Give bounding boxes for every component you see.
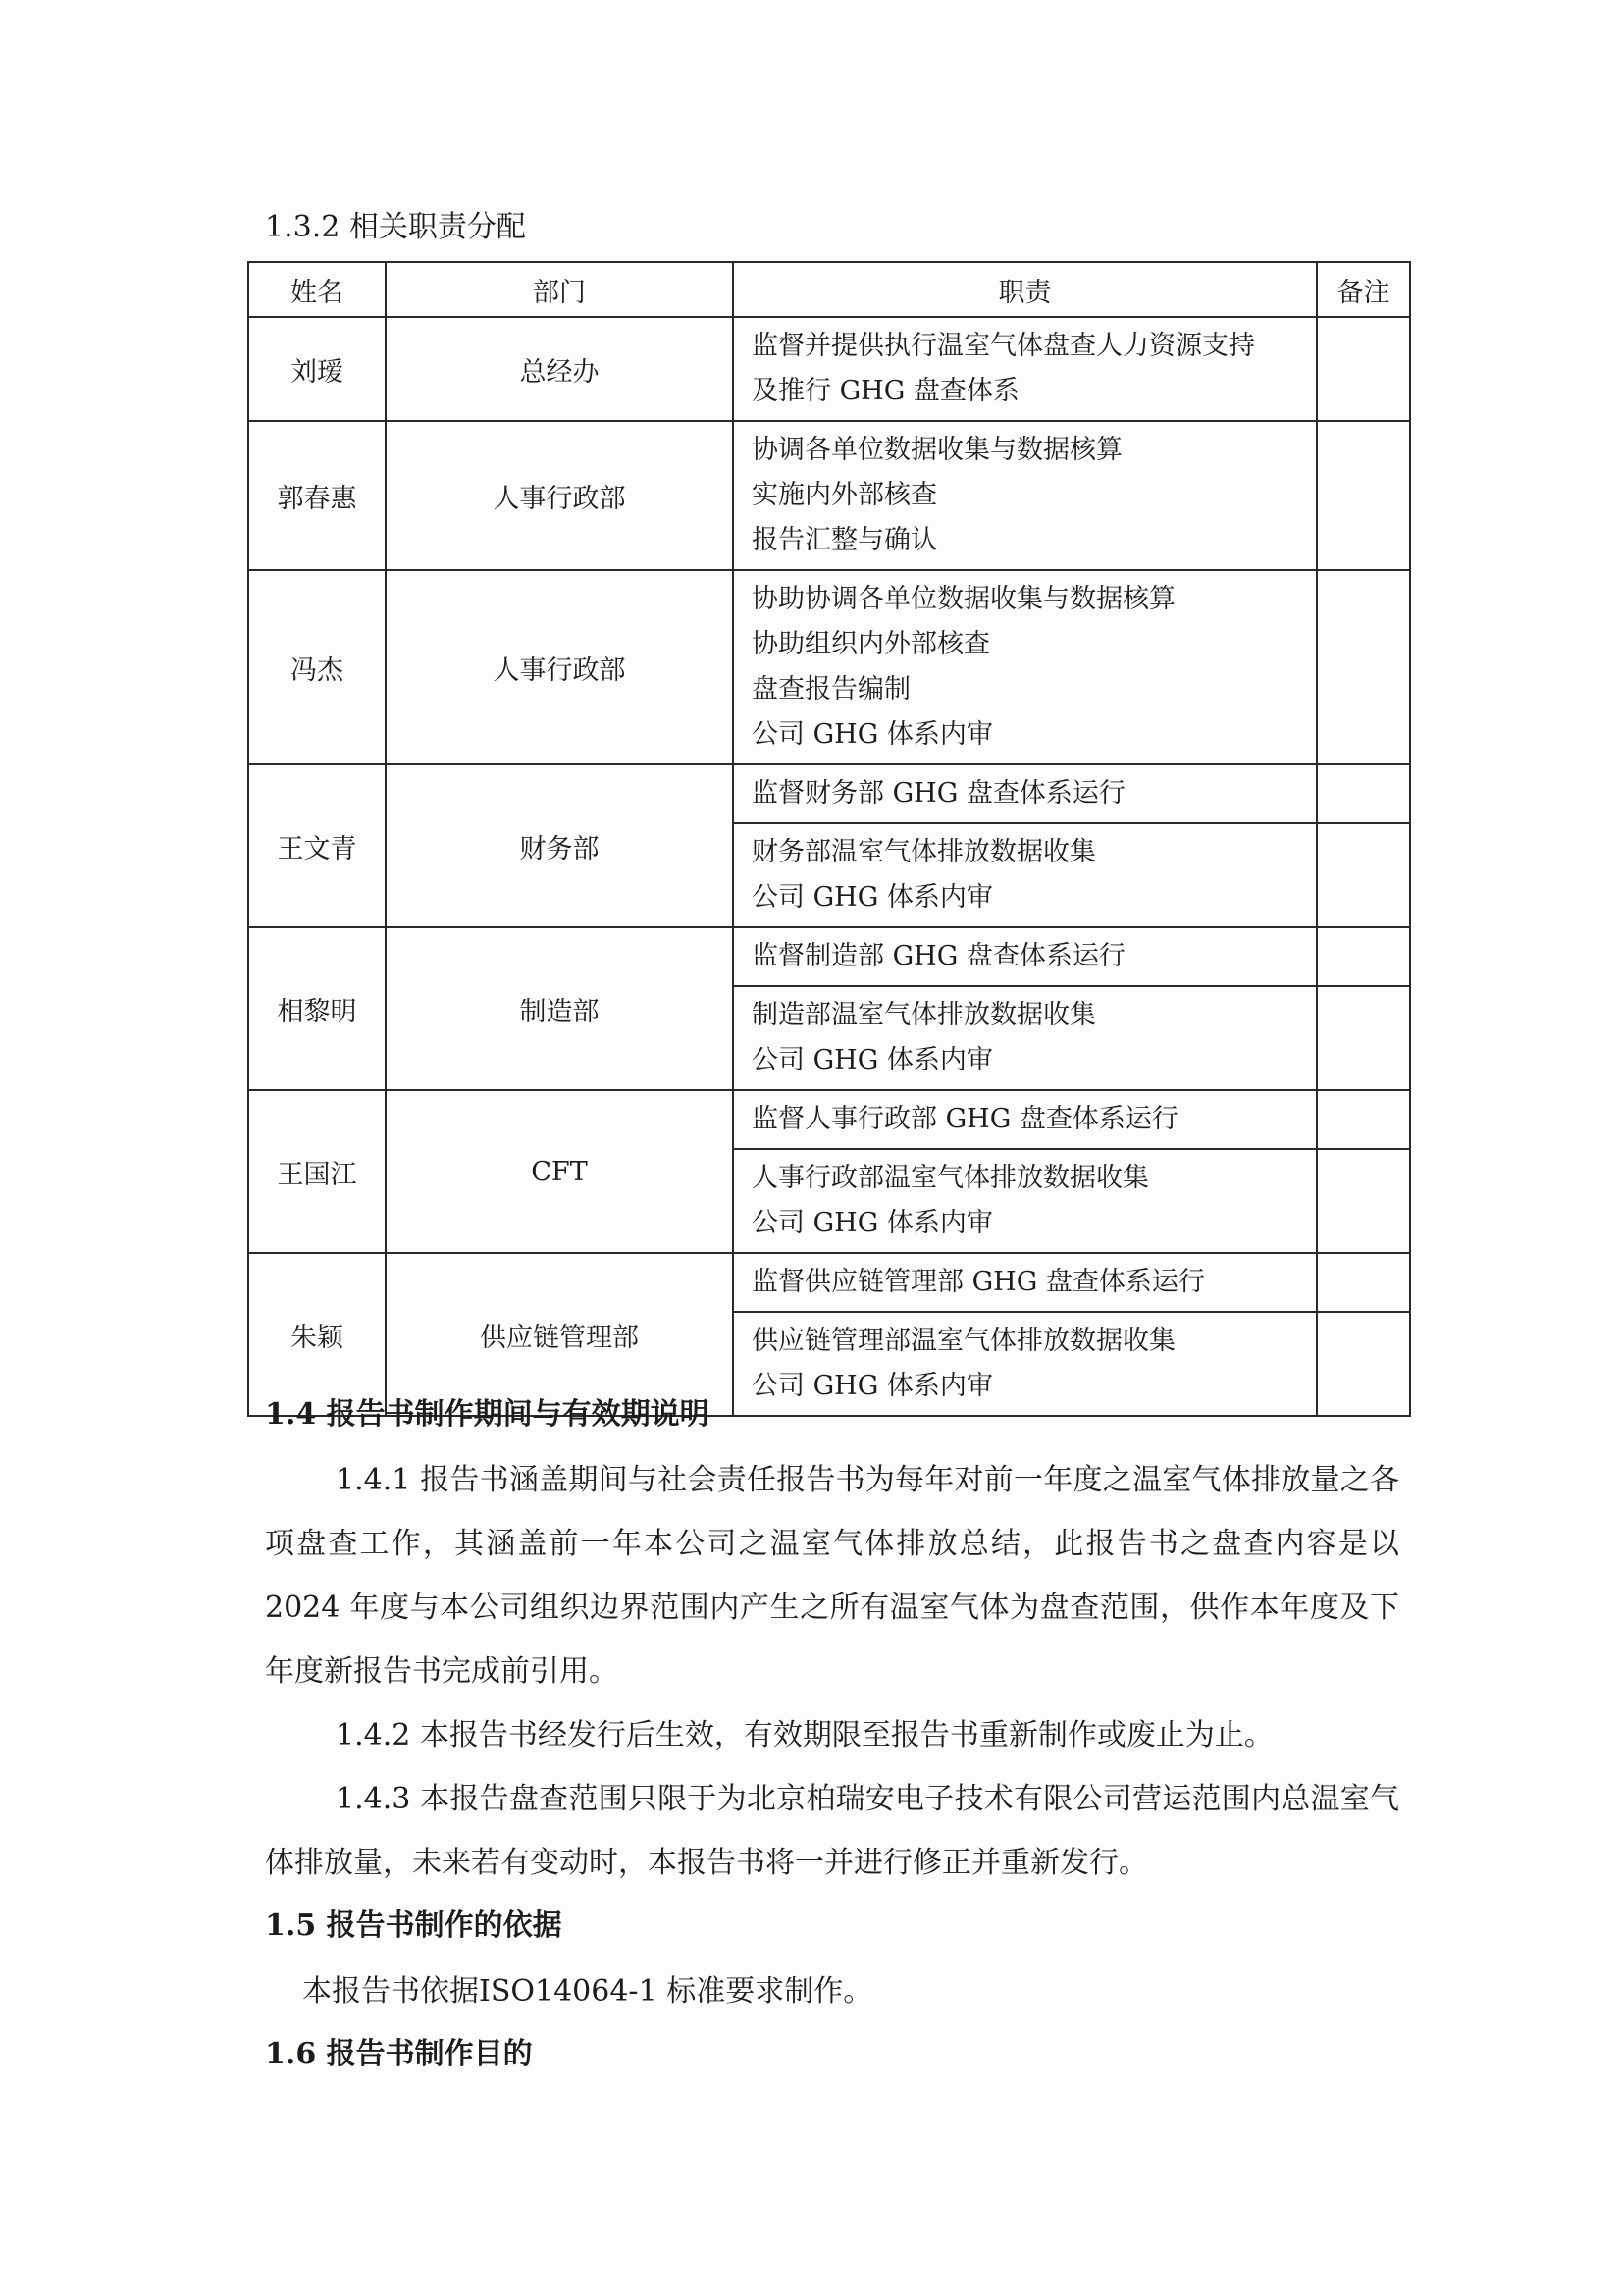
- duty-cell: [733, 986, 1317, 1090]
- header-duty: 职责: [733, 262, 1317, 317]
- dept-cell: 总经办: [386, 317, 733, 421]
- duty-cell: [733, 1253, 1317, 1312]
- duty-line: 公司 GHG 体系内审: [752, 719, 993, 750]
- duty-line: 实施内外部核查: [752, 480, 937, 510]
- duty-line: 供应链管理部温室气体排放数据收集: [752, 1326, 1176, 1356]
- name-cell: 相黎明: [248, 927, 386, 1090]
- paragraph-1-4-1: 1.4.1 报告书涵盖期间与社会责任报告书为每年对前一年度之温室气体排放量之各项盘查工作，其涵盖前一年本公司之温室气体排放总结，此报告书之盘查内容是以 2024 年度与本公司组织边界范围内产生之所有温室气体为盘查范围，供作本年度及下年度新报告书完成前引用。: [265, 1463, 1399, 1689]
- duty-line: 公司 GHG 体系内审: [752, 1371, 993, 1401]
- note-cell: [1317, 1149, 1410, 1253]
- table-row: [248, 570, 1410, 764]
- note-cell: [1317, 764, 1410, 823]
- body-text: [265, 1383, 1399, 2088]
- duty-line: 监督制造部 GHG 盘查体系运行: [752, 941, 1126, 971]
- note-cell: [1317, 1253, 1410, 1312]
- responsibility-table: [247, 261, 1411, 1417]
- note-cell: [1317, 986, 1410, 1090]
- table-header-row: [248, 262, 1410, 317]
- duty-line: 监督财务部 GHG 盘查体系运行: [752, 778, 1126, 809]
- duty-line: 财务部温室气体排放数据收集: [752, 837, 1096, 867]
- paragraph-1-4-3: 1.4.3 本报告盘查范围只限于为北京柏瑞安电子技术有限公司营运范围内总温室气体排放量，未来若有变动时，本报告书将一并进行修正并重新发行。: [265, 1782, 1399, 1880]
- duty-line: 协助组织内外部核查: [752, 629, 990, 659]
- duty-line: 制造部温室气体排放数据收集: [752, 1000, 1096, 1030]
- duty-line: 及推行 GHG 盘查体系: [752, 376, 1020, 406]
- name-cell: 刘瑷: [248, 317, 386, 421]
- dept-cell: CFT: [386, 1090, 733, 1253]
- name-cell: 王国江: [248, 1090, 386, 1253]
- duty-line: 盘查报告编制: [752, 674, 911, 704]
- paragraph-1-4-2: 1.4.2 本报告书经发行后生效，有效期限至报告书重新制作或废止为止。: [336, 1718, 1274, 1752]
- duty-cell: [733, 823, 1317, 927]
- duty-line: 报告汇整与确认: [752, 525, 937, 555]
- section-1-6-heading: 1.6 报告书制作目的: [265, 2037, 533, 2071]
- header-note: 备注: [1317, 262, 1410, 317]
- dept-cell: 人事行政部: [386, 570, 733, 764]
- note-cell: [1317, 317, 1410, 421]
- section-1-4-heading: 1.4 报告书制作期间与有效期说明: [265, 1397, 709, 1432]
- table-row: [248, 421, 1410, 570]
- section-1-5-heading: 1.5 报告书制作的依据: [265, 1908, 562, 1943]
- duty-cell: [733, 764, 1317, 823]
- duty-cell: [733, 317, 1317, 421]
- duty-cell: [733, 421, 1317, 570]
- duty-line: 公司 GHG 体系内审: [752, 882, 993, 913]
- dept-cell: 供应链管理部: [386, 1253, 733, 1416]
- name-cell: 朱颖: [248, 1253, 386, 1416]
- note-cell: [1317, 927, 1410, 986]
- table-row: [248, 764, 1410, 823]
- header-dept: 部门: [386, 262, 733, 317]
- note-cell: [1317, 570, 1410, 764]
- duty-line: 协调各单位数据收集与数据核算: [752, 435, 1123, 465]
- dept-cell: 人事行政部: [386, 421, 733, 570]
- duty-cell: [733, 1149, 1317, 1253]
- duty-line: 监督并提供执行温室气体盘查人力资源支持: [752, 331, 1255, 361]
- section-1-3-2-title: 1.3.2 相关职责分配: [265, 210, 526, 244]
- table-row: [248, 1090, 1410, 1149]
- note-cell: [1317, 421, 1410, 570]
- note-cell: [1317, 823, 1410, 927]
- dept-cell: 财务部: [386, 764, 733, 927]
- duty-line: 人事行政部温室气体排放数据收集: [752, 1163, 1149, 1193]
- duty-line: 协助协调各单位数据收集与数据核算: [752, 584, 1176, 614]
- header-name: 姓名: [248, 262, 386, 317]
- dept-cell: 制造部: [386, 927, 733, 1090]
- name-cell: 王文青: [248, 764, 386, 927]
- duty-cell: [733, 927, 1317, 986]
- duty-cell: [733, 570, 1317, 764]
- table-row: [248, 927, 1410, 986]
- table-row: [248, 317, 1410, 421]
- note-cell: [1317, 1090, 1410, 1149]
- duty-line: 公司 GHG 体系内审: [752, 1045, 993, 1075]
- name-cell: 冯杰: [248, 570, 386, 764]
- duty-line: 公司 GHG 体系内审: [752, 1208, 993, 1238]
- table-row: [248, 1253, 1410, 1312]
- duty-line: 监督供应链管理部 GHG 盘查体系运行: [752, 1267, 1205, 1297]
- duty-line: 监督人事行政部 GHG 盘查体系运行: [752, 1104, 1178, 1134]
- name-cell: 郭春惠: [248, 421, 386, 570]
- duty-cell: [733, 1090, 1317, 1149]
- paragraph-1-5: 本报告书依据ISO14064-1 标准要求制作。: [302, 1974, 873, 2009]
